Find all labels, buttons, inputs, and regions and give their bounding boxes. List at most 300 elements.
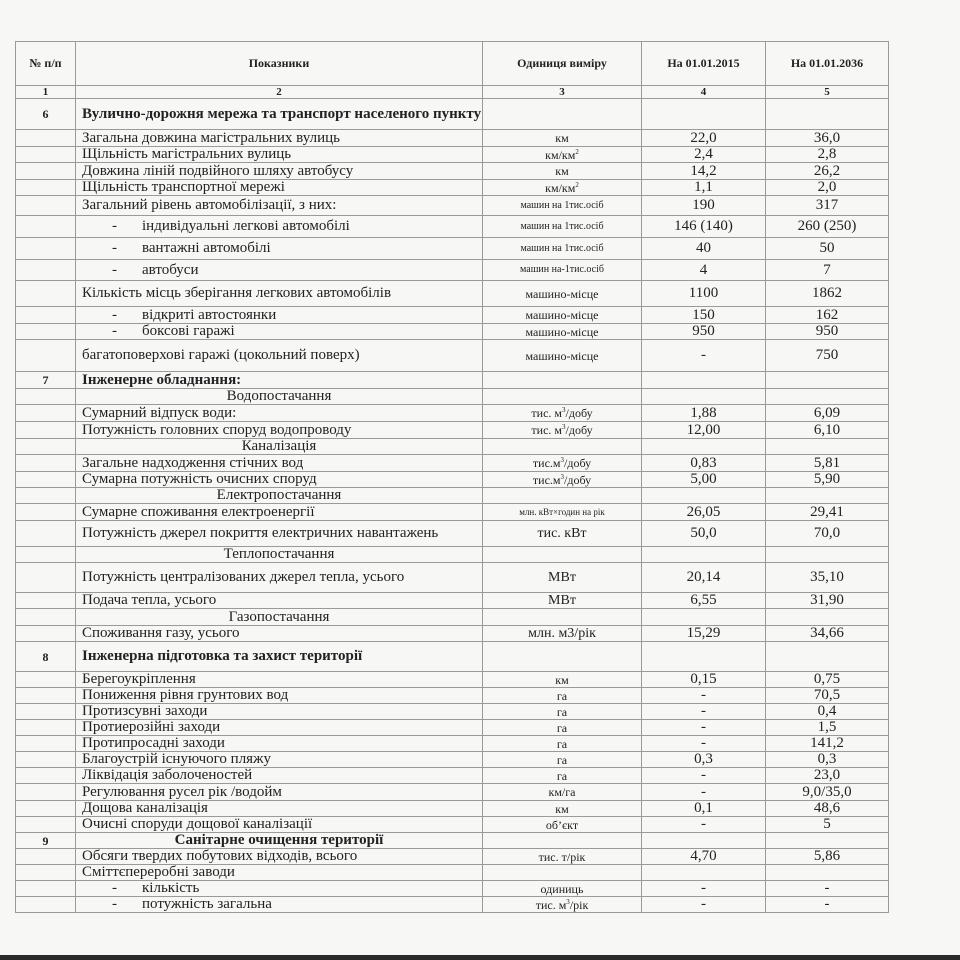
value-2015 xyxy=(642,833,766,849)
unit-text: машино-місце xyxy=(525,308,599,322)
indicator-name: Водопостачання xyxy=(76,389,483,405)
unit-cell xyxy=(483,563,642,593)
value-2015: 0,3 xyxy=(642,752,766,768)
indicator-name xyxy=(76,216,483,238)
table-row xyxy=(16,897,889,913)
value-2015: 14,2 xyxy=(642,163,766,180)
value-2036: 9,0/35,0 xyxy=(766,784,889,801)
value-2036: 48,6 xyxy=(766,801,889,817)
value-2015: 40 xyxy=(642,238,766,260)
unit-cell xyxy=(483,455,642,472)
table-row xyxy=(16,238,889,260)
unit-text: тис.м xyxy=(532,456,561,470)
row-number: 7 xyxy=(16,372,76,389)
header-no: № п/п xyxy=(16,42,76,86)
unit-cell xyxy=(483,439,642,455)
value-2015: 0,15 xyxy=(642,672,766,688)
indicators-table xyxy=(15,41,889,913)
indicator-name: Дощова каналізація xyxy=(76,801,483,817)
value-2015: - xyxy=(642,768,766,784)
table-row xyxy=(16,720,889,736)
value-2036: 26,2 xyxy=(766,163,889,180)
row-number xyxy=(16,405,76,422)
unit-suffix: /добу xyxy=(565,406,593,420)
table-row xyxy=(16,147,889,163)
unit-text: га xyxy=(556,736,568,751)
value-2036: 50 xyxy=(766,238,889,260)
unit-suffix: /рік xyxy=(569,897,589,912)
unit-text: млн. м3/рік xyxy=(528,625,596,641)
unit-cell xyxy=(483,688,642,704)
indicator-name: Подача тепла, усього xyxy=(76,593,483,609)
unit-cell xyxy=(483,801,642,817)
table-row xyxy=(16,736,889,752)
indicator-text: потужність загальна xyxy=(142,896,272,912)
table-row xyxy=(16,488,889,504)
value-2036: - xyxy=(766,897,889,913)
row-number xyxy=(16,260,76,281)
value-2015: 50,0 xyxy=(642,521,766,547)
column-number: 2 xyxy=(76,86,483,99)
unit-text: машин на 1тис.осіб xyxy=(520,199,604,211)
table-row xyxy=(16,422,889,439)
unit-cell xyxy=(483,784,642,801)
value-2036: 5,86 xyxy=(766,849,889,865)
row-number xyxy=(16,609,76,626)
table-row xyxy=(16,752,889,768)
indicator-name: Благоустрій існуючого пляжу xyxy=(76,752,483,768)
unit-cell xyxy=(483,642,642,672)
indicator-name: Очисні споруди дощової каналізації xyxy=(76,817,483,833)
bullet-dash: - xyxy=(112,261,117,278)
indicator-text: автобуси xyxy=(142,261,199,278)
value-2036: 0,4 xyxy=(766,704,889,720)
value-2036: 31,90 xyxy=(766,593,889,609)
value-2036: 1862 xyxy=(766,281,889,307)
value-2036 xyxy=(766,99,889,130)
value-2015: - xyxy=(642,688,766,704)
value-2015 xyxy=(642,609,766,626)
unit-cell xyxy=(483,405,642,422)
table-row xyxy=(16,768,889,784)
unit-cell xyxy=(483,833,642,849)
row-number xyxy=(16,768,76,784)
row-number xyxy=(16,439,76,455)
value-2015 xyxy=(642,99,766,130)
unit-cell xyxy=(483,130,642,147)
table-row xyxy=(16,405,889,422)
indicator-name: Обсяги твердих побутових відходів, всього xyxy=(76,849,483,865)
value-2015: 1,1 xyxy=(642,180,766,196)
table-row xyxy=(16,180,889,196)
unit-text: км xyxy=(555,164,569,178)
row-number xyxy=(16,488,76,504)
value-2015: 4 xyxy=(642,260,766,281)
bullet-dash: - xyxy=(112,896,117,912)
value-2036: 6,09 xyxy=(766,405,889,422)
table-row xyxy=(16,563,889,593)
value-2036 xyxy=(766,833,889,849)
value-2015: 150 xyxy=(642,307,766,324)
value-2036: 950 xyxy=(766,324,889,340)
unit-suffix: /добу xyxy=(565,423,593,437)
header-unit: Одиниця виміру xyxy=(483,42,642,86)
bullet-dash: - xyxy=(112,306,117,323)
indicator-name: Довжина ліній подвійного шляху автобусу xyxy=(76,163,483,180)
value-2036 xyxy=(766,609,889,626)
unit-text: млн. кВт×годин на рік xyxy=(519,506,605,517)
bullet-dash: - xyxy=(112,323,117,339)
row-number xyxy=(16,216,76,238)
value-2015: 4,70 xyxy=(642,849,766,865)
row-number xyxy=(16,238,76,260)
unit-cell xyxy=(483,626,642,642)
row-number xyxy=(16,147,76,163)
value-2036: 2,0 xyxy=(766,180,889,196)
indicator-name: Сумарне споживання електроенергії xyxy=(76,504,483,521)
value-2036: 5,81 xyxy=(766,455,889,472)
table-row xyxy=(16,130,889,147)
row-number xyxy=(16,672,76,688)
table-row xyxy=(16,801,889,817)
row-number xyxy=(16,593,76,609)
value-2015: - xyxy=(642,340,766,372)
header-indicator: Показники xyxy=(76,42,483,86)
table-row xyxy=(16,849,889,865)
unit-cell xyxy=(483,897,642,913)
indicator-text: вантажні автомобілі xyxy=(142,240,271,256)
value-2015: 146 (140) xyxy=(642,216,766,238)
unit-cell xyxy=(483,504,642,521)
row-number xyxy=(16,563,76,593)
unit-cell xyxy=(483,389,642,405)
unit-cell xyxy=(483,281,642,307)
row-number: 8 xyxy=(16,642,76,672)
indicator-name xyxy=(76,897,483,913)
unit-cell xyxy=(483,163,642,180)
unit-text: га xyxy=(556,752,568,767)
table-row xyxy=(16,196,889,216)
scanner-edge xyxy=(0,955,960,960)
indicator-name: Протиерозійні заходи xyxy=(76,720,483,736)
column-number: 1 xyxy=(16,86,76,99)
table-row xyxy=(16,324,889,340)
unit-cell xyxy=(483,609,642,626)
table-row xyxy=(16,833,889,849)
value-2036: 162 xyxy=(766,307,889,324)
unit-cell xyxy=(483,752,642,768)
table-row xyxy=(16,881,889,897)
row-number xyxy=(16,196,76,216)
table-row xyxy=(16,389,889,405)
indicator-name: Каналізація xyxy=(76,439,483,455)
value-2036 xyxy=(766,439,889,455)
row-number xyxy=(16,720,76,736)
header-2036: На 01.01.2036 xyxy=(766,42,889,86)
indicator-name: багатоповерхові гаражі (цокольний поверх) xyxy=(76,340,483,372)
unit-cell xyxy=(483,488,642,504)
table-row xyxy=(16,642,889,672)
unit-cell xyxy=(483,180,642,196)
table-row xyxy=(16,340,889,372)
indicator-name xyxy=(76,260,483,281)
value-2036: 6,10 xyxy=(766,422,889,439)
value-2015: 1,88 xyxy=(642,405,766,422)
value-2036 xyxy=(766,865,889,881)
unit-cell xyxy=(483,547,642,563)
value-2015 xyxy=(642,865,766,881)
row-number xyxy=(16,626,76,642)
indicator-name: Ліквідація заболоченостей xyxy=(76,768,483,784)
indicator-name: Газопостачання xyxy=(76,609,483,626)
row-number xyxy=(16,307,76,324)
value-2036: 1,5 xyxy=(766,720,889,736)
unit-cell xyxy=(483,422,642,439)
indicator-name: Потужність централізованих джерел тепла, усього xyxy=(76,563,483,593)
row-number xyxy=(16,455,76,472)
table-row xyxy=(16,593,889,609)
row-number: 6 xyxy=(16,99,76,130)
value-2015: - xyxy=(642,736,766,752)
table-row xyxy=(16,817,889,833)
unit-text: км xyxy=(555,131,569,145)
value-2036: - xyxy=(766,881,889,897)
row-number xyxy=(16,784,76,801)
indicator-text: боксові гаражі xyxy=(142,323,235,339)
value-2015 xyxy=(642,488,766,504)
unit-text: га xyxy=(556,704,568,719)
unit-cell xyxy=(483,216,642,238)
indicator-name: Протипросадні заходи xyxy=(76,736,483,752)
value-2015 xyxy=(642,372,766,389)
unit-cell xyxy=(483,817,642,833)
table-row xyxy=(16,521,889,547)
unit-suffix: /добу xyxy=(564,472,592,487)
column-number: 5 xyxy=(766,86,889,99)
table-row xyxy=(16,372,889,389)
unit-superscript: 2 xyxy=(575,147,579,156)
value-2015: - xyxy=(642,897,766,913)
row-number xyxy=(16,688,76,704)
value-2015: 6,55 xyxy=(642,593,766,609)
unit-superscript: 3 xyxy=(562,406,566,414)
indicator-name xyxy=(76,307,483,324)
table-row xyxy=(16,547,889,563)
row-number xyxy=(16,865,76,881)
table-row xyxy=(16,865,889,881)
row-number xyxy=(16,180,76,196)
row-number xyxy=(16,752,76,768)
unit-text: машино-місце xyxy=(525,286,599,301)
indicator-name: Потужність головних споруд водопроводу xyxy=(76,422,483,439)
value-2036: 2,8 xyxy=(766,147,889,163)
unit-superscript: 3 xyxy=(566,897,570,906)
unit-text: км xyxy=(555,672,569,687)
unit-text: машин на 1тис.осіб xyxy=(520,220,604,232)
value-2015 xyxy=(642,389,766,405)
value-2036 xyxy=(766,547,889,563)
indicator-name: Загальне надходження стічних вод xyxy=(76,455,483,472)
value-2036: 36,0 xyxy=(766,130,889,147)
value-2015: 5,00 xyxy=(642,472,766,488)
value-2036: 5 xyxy=(766,817,889,833)
indicator-name: Споживання газу, усього xyxy=(76,626,483,642)
value-2015 xyxy=(642,439,766,455)
value-2015: 22,0 xyxy=(642,130,766,147)
unit-text: тис. м xyxy=(531,406,562,420)
value-2015: 1100 xyxy=(642,281,766,307)
table-row xyxy=(16,609,889,626)
unit-text: км/га xyxy=(548,785,576,799)
unit-superscript: 3 xyxy=(560,472,564,481)
value-2015 xyxy=(642,547,766,563)
value-2036: 750 xyxy=(766,340,889,372)
row-number xyxy=(16,324,76,340)
indicator-name: Вулично-дорожня мережа та транспорт населеного пункту xyxy=(76,99,483,130)
unit-cell xyxy=(483,521,642,547)
unit-superscript: 2 xyxy=(575,180,579,189)
value-2036: 35,10 xyxy=(766,563,889,593)
unit-text: км/км xyxy=(545,147,576,162)
value-2015: 26,05 xyxy=(642,504,766,521)
indicator-name: Щільність транспортної мережі xyxy=(76,180,483,196)
indicator-name: Кількість місць зберігання легкових автомобілів xyxy=(76,281,483,307)
column-number: 4 xyxy=(642,86,766,99)
value-2015: - xyxy=(642,817,766,833)
row-number xyxy=(16,472,76,488)
column-number-row xyxy=(16,86,889,99)
table-row xyxy=(16,260,889,281)
value-2015: - xyxy=(642,720,766,736)
value-2036: 23,0 xyxy=(766,768,889,784)
value-2036: 70,0 xyxy=(766,521,889,547)
row-number xyxy=(16,340,76,372)
unit-text: тис. кВт xyxy=(537,525,587,541)
indicator-name: Інженерне обладнання: xyxy=(76,372,483,389)
table-row xyxy=(16,455,889,472)
unit-cell xyxy=(483,99,642,130)
column-number: 3 xyxy=(483,86,642,99)
table-row xyxy=(16,99,889,130)
value-2015: 15,29 xyxy=(642,626,766,642)
indicator-name: Сумарний відпуск води: xyxy=(76,405,483,422)
indicator-name: Берегоукріплення xyxy=(76,672,483,688)
value-2036: 0,75 xyxy=(766,672,889,688)
unit-text: км/км xyxy=(545,180,576,195)
table-row xyxy=(16,704,889,720)
value-2015: 950 xyxy=(642,324,766,340)
unit-text: га xyxy=(556,720,568,735)
unit-cell xyxy=(483,196,642,216)
table-row xyxy=(16,281,889,307)
indicator-name: Пониження рівня грунтових вод xyxy=(76,688,483,704)
table-row xyxy=(16,784,889,801)
value-2036: 29,41 xyxy=(766,504,889,521)
value-2036: 34,66 xyxy=(766,626,889,642)
table-row xyxy=(16,472,889,488)
row-number xyxy=(16,897,76,913)
value-2036: 70,5 xyxy=(766,688,889,704)
unit-suffix: /добу xyxy=(564,456,592,470)
unit-cell xyxy=(483,324,642,340)
unit-cell xyxy=(483,672,642,688)
unit-superscript: 3 xyxy=(560,456,564,464)
header-2015: На 01.01.2015 xyxy=(642,42,766,86)
unit-text: машин на-1тис.осіб xyxy=(520,264,604,276)
row-number xyxy=(16,547,76,563)
unit-text: км xyxy=(555,801,569,816)
row-number xyxy=(16,801,76,817)
value-2015: 20,14 xyxy=(642,563,766,593)
bullet-dash: - xyxy=(112,240,117,256)
indicator-name: Теплопостачання xyxy=(76,547,483,563)
value-2015: - xyxy=(642,881,766,897)
unit-cell xyxy=(483,736,642,752)
unit-cell xyxy=(483,865,642,881)
indicator-name xyxy=(76,324,483,340)
table-row xyxy=(16,216,889,238)
table-body xyxy=(16,99,889,913)
value-2015: 2,4 xyxy=(642,147,766,163)
unit-text: тис. м xyxy=(535,897,567,912)
unit-text: машино-місце xyxy=(525,324,599,339)
table-row xyxy=(16,688,889,704)
bullet-dash: - xyxy=(112,880,117,896)
unit-cell xyxy=(483,238,642,260)
indicator-name: Електропостачання xyxy=(76,488,483,504)
indicator-name: Сміттєпереробні заводи xyxy=(76,865,483,881)
unit-text: тис. м xyxy=(531,423,562,437)
value-2015: 12,00 xyxy=(642,422,766,439)
unit-cell xyxy=(483,260,642,281)
value-2036: 141,2 xyxy=(766,736,889,752)
indicator-name: Загальна довжина магістральних вулиць xyxy=(76,130,483,147)
value-2036: 0,3 xyxy=(766,752,889,768)
indicator-name xyxy=(76,881,483,897)
indicator-name: Санітарне очищення території xyxy=(76,833,483,849)
row-number: 9 xyxy=(16,833,76,849)
row-number xyxy=(16,736,76,752)
unit-cell xyxy=(483,472,642,488)
value-2036: 5,90 xyxy=(766,472,889,488)
table-row xyxy=(16,439,889,455)
unit-text: тис.м xyxy=(532,472,561,487)
row-number xyxy=(16,521,76,547)
row-number xyxy=(16,504,76,521)
table-row xyxy=(16,504,889,521)
table-row xyxy=(16,163,889,180)
unit-text: МВт xyxy=(548,569,576,585)
bullet-dash: - xyxy=(112,218,117,234)
value-2036: 260 (250) xyxy=(766,216,889,238)
indicator-text: індивідуальні легкові автомобілі xyxy=(142,218,350,234)
indicator-name: Потужність джерел покриття електричних навантажень xyxy=(76,521,483,547)
unit-text: тис. т/рік xyxy=(538,849,586,864)
value-2036 xyxy=(766,642,889,672)
unit-cell xyxy=(483,307,642,324)
row-number xyxy=(16,389,76,405)
indicator-text: кількість xyxy=(142,880,200,896)
indicator-name: Інженерна підготовка та захист території xyxy=(76,642,483,672)
row-number xyxy=(16,163,76,180)
value-2036 xyxy=(766,389,889,405)
unit-text: машин на 1тис.осіб xyxy=(520,242,604,254)
value-2015: 0,1 xyxy=(642,801,766,817)
unit-cell xyxy=(483,849,642,865)
value-2015 xyxy=(642,642,766,672)
table-row xyxy=(16,307,889,324)
unit-text: одиниць xyxy=(540,881,584,896)
